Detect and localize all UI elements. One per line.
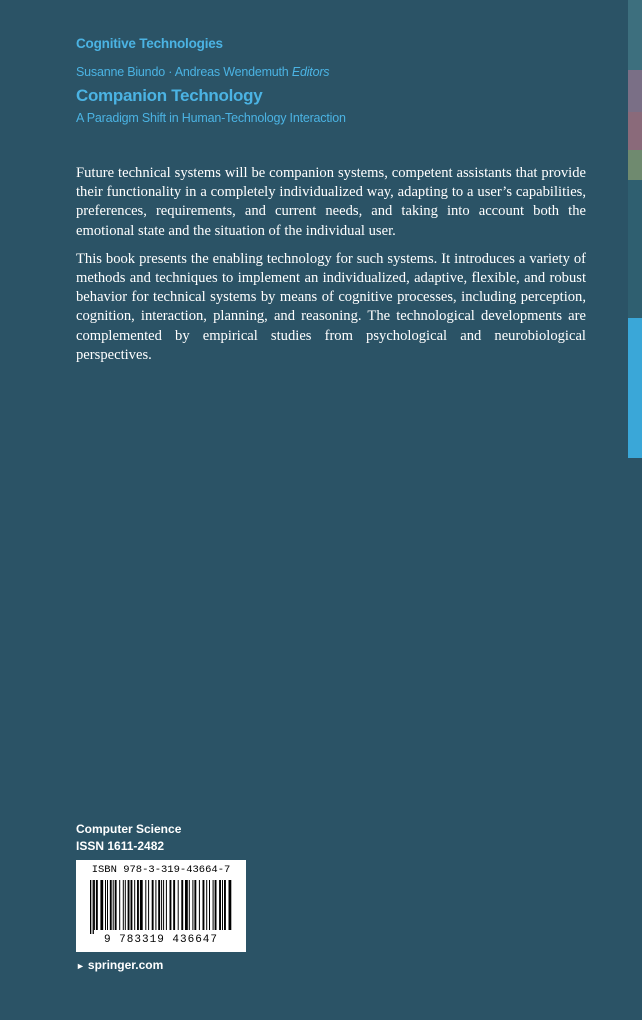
barcode-bar	[100, 880, 103, 930]
blurb-paragraph-2: This book presents the enabling technology for such systems. It introduces a variety of methods and techniques to implement an individualized, adaptive, flexible, and robust behavior for technical systems by means of cognitive processes, including perception, cognition, interaction, planning, and reasoning. The technological developments are complemented by empirical studies from psychological and neurobiological perspectives.	[76, 250, 586, 363]
isbn-barcode	[76, 860, 246, 952]
editors-line	[76, 65, 329, 79]
barcode-bar	[229, 880, 232, 930]
barcode-bar	[163, 880, 164, 930]
barcode-bar	[173, 880, 175, 930]
blurb-paragraph-1: Future technical systems will be companion systems, competent assistants that provide their functionality in a completely individualized way, adapting to a user’s capabilities, preferences, requirements, and current needs, and taking into account both the emotional state and the situation of the individual user.	[76, 165, 586, 239]
publisher-website[interactable]	[76, 958, 163, 972]
barcode-bar	[94, 880, 95, 930]
subject-category: Computer Science	[76, 822, 182, 836]
book-blurb	[76, 164, 586, 374]
barcode-bar	[178, 880, 179, 930]
barcode-bar	[105, 880, 106, 930]
barcode-bar	[148, 880, 149, 930]
barcode-bar	[119, 880, 120, 930]
spine-stripe-2	[628, 70, 642, 112]
barcode-isbn-text: ISBN 978-3-319-43664-7	[91, 864, 231, 876]
barcode-bar	[224, 880, 226, 930]
barcode-bar	[166, 880, 167, 930]
barcode-bar	[128, 880, 130, 930]
issn-number: ISSN 1611-2482	[76, 839, 165, 853]
barcode-bar	[123, 880, 124, 930]
barcode-bar	[158, 880, 160, 930]
barcode-bar	[161, 880, 162, 930]
barcode-bar	[137, 880, 139, 930]
spine-stripe-3	[628, 112, 642, 150]
arrow-right-icon: ►	[76, 961, 85, 971]
barcode-bar	[206, 880, 207, 930]
editor-names: Susanne Biundo · Andreas Wendemuth	[76, 65, 289, 79]
spine-stripe-6	[628, 318, 642, 458]
website-label: springer.com	[87, 958, 164, 972]
barcode-bars	[76, 880, 246, 934]
barcode-bar	[131, 880, 133, 930]
spine-stripe-4	[628, 150, 642, 180]
barcode-bar	[209, 880, 210, 930]
barcode-bar	[170, 880, 172, 930]
barcode-digits: 9 783319 436647	[103, 934, 219, 946]
barcode-bar	[222, 880, 223, 930]
barcode-bar	[115, 880, 117, 930]
barcode-bar	[194, 880, 196, 930]
barcode-bar	[181, 880, 183, 930]
barcode-bar	[90, 880, 91, 934]
barcode-bar	[189, 880, 190, 930]
barcode-bar	[107, 880, 108, 930]
spine-stripe-5	[628, 180, 642, 318]
barcode-bar	[152, 880, 154, 930]
barcode-bar	[140, 880, 143, 930]
barcode-bar	[203, 880, 205, 930]
barcode-bar	[215, 880, 217, 930]
barcode-bar	[185, 880, 188, 930]
barcode-bar	[155, 880, 156, 930]
barcode-bar	[145, 880, 146, 930]
barcode-bar	[213, 880, 214, 930]
spine-stripe-1	[628, 0, 642, 70]
series-name: Cognitive Technologies	[76, 36, 223, 51]
barcode-bar	[125, 880, 126, 930]
book-title: Companion Technology	[76, 86, 263, 105]
barcode-bar	[219, 880, 221, 930]
barcode-bar	[110, 880, 112, 930]
barcode-bar	[199, 880, 200, 930]
barcode-bar	[93, 880, 94, 934]
editors-role: Editors	[291, 65, 330, 79]
barcode-bar	[192, 880, 193, 930]
barcode-bar	[96, 880, 98, 930]
book-subtitle: A Paradigm Shift in Human-Technology Interaction	[76, 111, 346, 125]
barcode-bar	[113, 880, 114, 930]
barcode-bar	[134, 880, 135, 930]
